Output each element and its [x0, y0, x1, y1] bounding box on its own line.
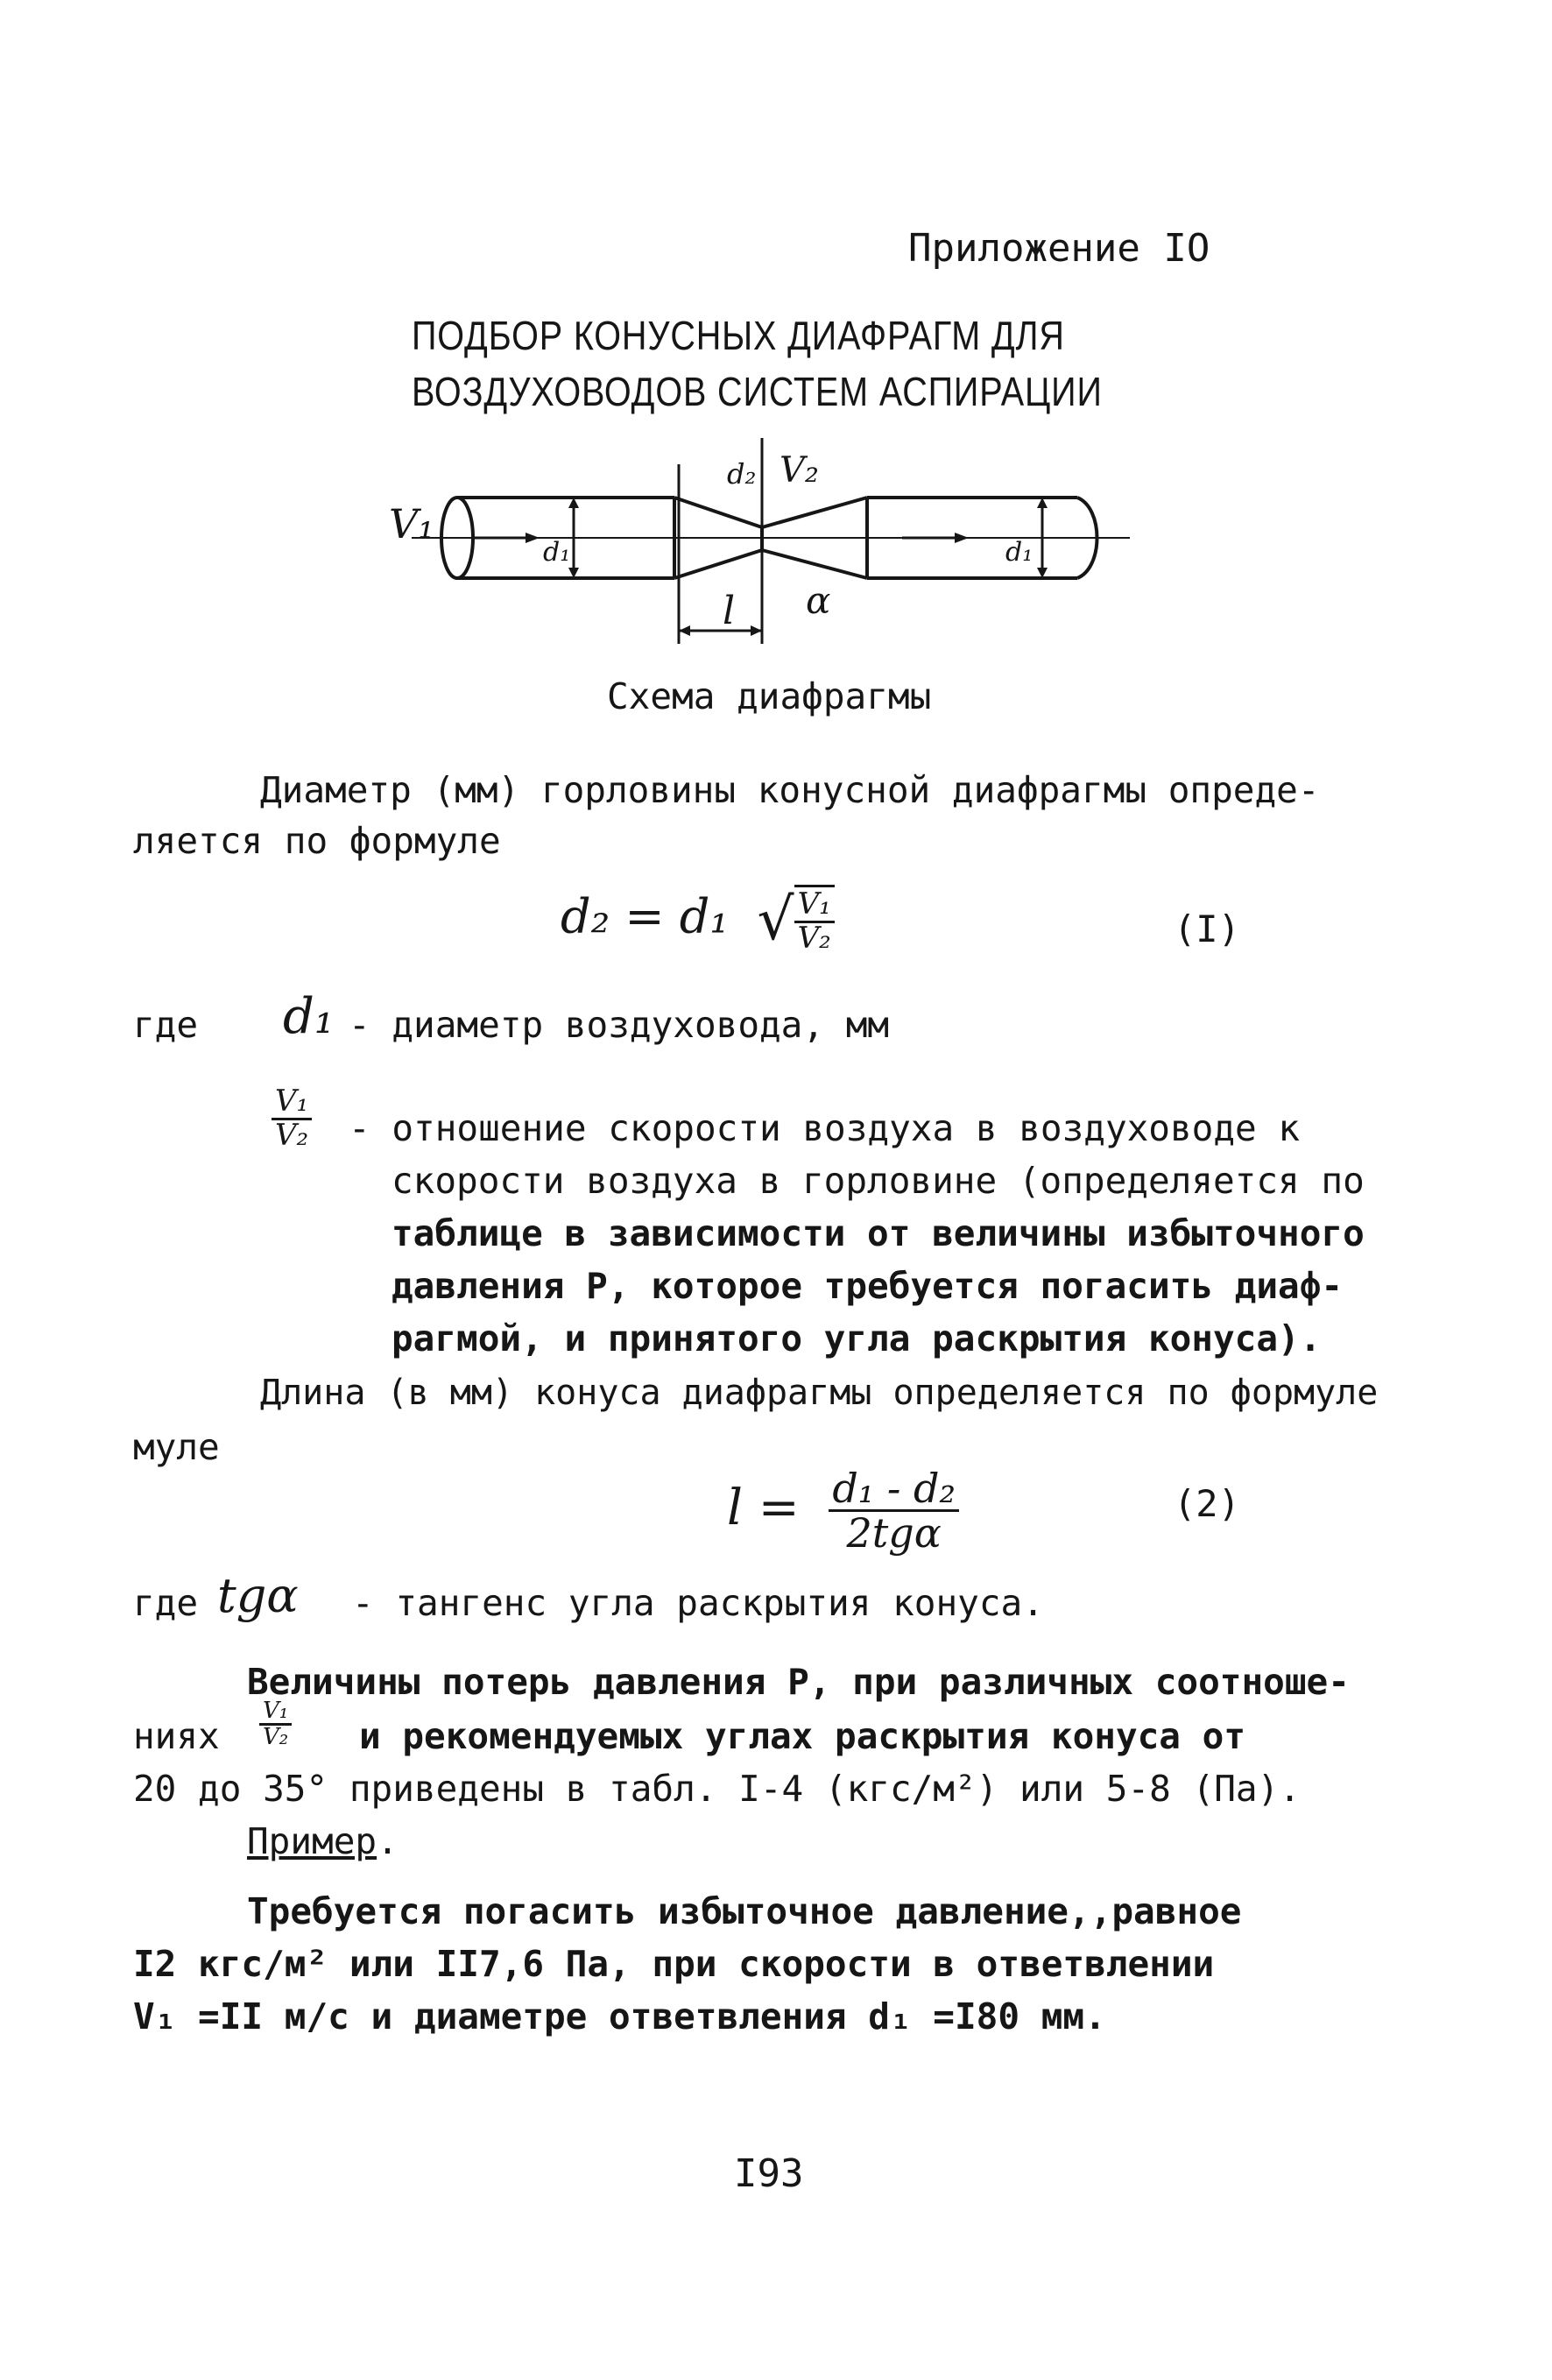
p4-line-3: V₁ =II м/с и диаметре ответвления d₁ =I80 мм. [133, 1995, 1106, 2037]
example-suffix: . [377, 1820, 399, 1862]
def-ratio-fraction [272, 1086, 312, 1151]
label-d1-right: d₁ [1005, 537, 1033, 568]
sqrt-sign: √ [757, 886, 794, 954]
formula-2-num: d₁ - d₂ [829, 1467, 959, 1512]
def-ratio-den: V₂ [275, 1117, 309, 1153]
def-tg-text: - тангенс угла раскрытия конуса. [352, 1582, 1044, 1624]
title-line-1: ПОДБОР КОНУСНЫХ ДИАФРАГМ ДЛЯ [412, 313, 1065, 358]
p3-fraction [259, 1699, 292, 1750]
formula-1-number: (I) [1174, 908, 1240, 950]
p3-line-1: Величины потерь давления Р, при различных соотноше- [247, 1661, 1350, 1703]
formula-2-number: (2) [1174, 1482, 1240, 1525]
def-ratio-line-4: давления Р, которое требуется погасить диаф- [392, 1265, 1344, 1307]
appendix-label: Приложение IO [908, 226, 1210, 271]
def-d1-symbol: d₁ [283, 988, 335, 1045]
p2-line-2: муле [133, 1426, 220, 1468]
diagram-caption: Схема диафрагмы [607, 675, 932, 717]
formula-1-lhs: d₂ = d₁ [561, 888, 730, 944]
page-number: I93 [734, 2151, 804, 2196]
formula-2-den: 2tgα [846, 1509, 942, 1557]
def-d1-text: - диаметр воздуховода, мм [349, 1004, 890, 1046]
label-d2: d₂ [727, 457, 757, 491]
p3-line-2a: ниях [133, 1715, 220, 1757]
example-label: Пример [247, 1820, 377, 1862]
def-tg-where: где [133, 1582, 199, 1624]
p1-line-1: Диаметр (мм) горловины конусной диафрагмы опреде- [260, 769, 1320, 811]
def-ratio-line-5: рагмой, и принятого угла раскрытия конуса). [392, 1317, 1322, 1359]
def-tg-symbol: tgα [217, 1568, 299, 1623]
def-ratio-line-1: - отношение скорости воздуха в воздуховоде к [349, 1107, 1301, 1149]
formula-1-den: V₂ [797, 920, 831, 956]
example-heading [247, 1820, 399, 1862]
p4-line-2: I2 кгс/м² или II7,6 Па, при скорости в ответвлении [133, 1943, 1215, 1985]
label-l: l [723, 589, 736, 633]
formula-2 [727, 1467, 959, 1555]
p1-line-2: ляется по формуле [133, 820, 501, 862]
p3-den: V₂ [263, 1724, 289, 1751]
label-alpha: α [806, 579, 831, 622]
title-line-2: ВОЗДУХОВОДОВ СИСТЕМ АСПИРАЦИИ [412, 369, 1103, 414]
p4-line-1: Требуется погасить избыточное давление,,равное [247, 1890, 1242, 1932]
def-ratio-line-3: таблице в зависимости от величины избыточного [392, 1212, 1365, 1254]
label-v2: V₂ [780, 450, 819, 491]
p2-line-1: Длина (в мм) конуса диафрагмы определяется по формуле [260, 1373, 1379, 1413]
formula-1-num: V₁ [794, 889, 835, 923]
def-ratio-num: V₁ [272, 1086, 312, 1120]
formula-2-lhs: l = [727, 1479, 800, 1536]
def-d1-where: где [133, 1004, 199, 1046]
p3-line-2b: и рекомендуемых углах раскрытия конуса от [359, 1715, 1246, 1757]
formula-1 [561, 885, 835, 954]
def-ratio-line-2: скорости воздуха в горловине (определяется по [392, 1160, 1365, 1202]
diaphragm-diagram [377, 429, 1147, 657]
label-v1: V₁ [389, 500, 434, 547]
p3-line-3: 20 до 35° приведены в табл. I-4 (кгс/м²) или 5-8 (Па). [133, 1768, 1301, 1810]
p3-num: V₁ [259, 1699, 292, 1726]
label-d1: d₁ [543, 537, 571, 568]
